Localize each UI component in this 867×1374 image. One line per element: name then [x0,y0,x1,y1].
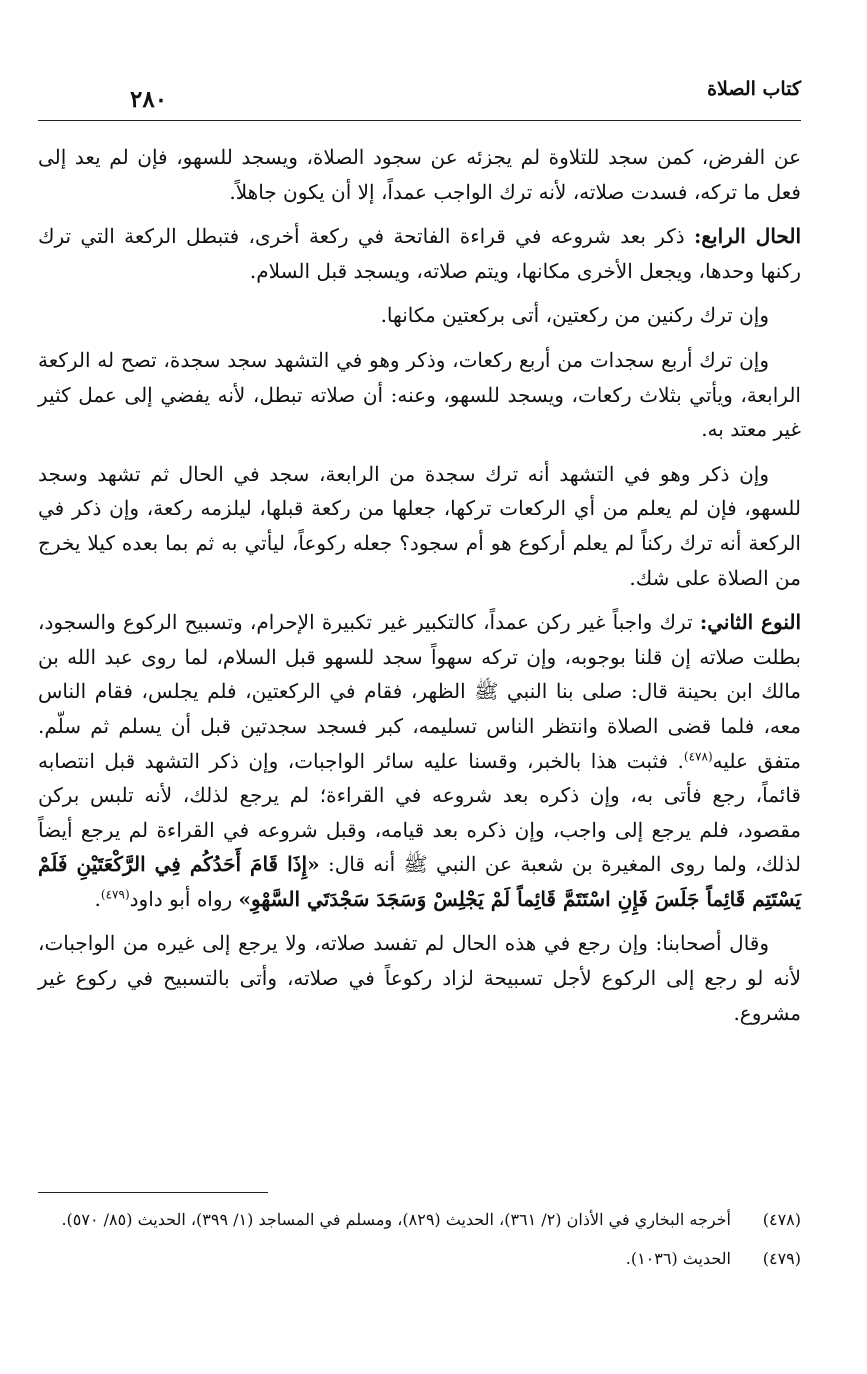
section-heading: الحال الرابع: [694,224,801,249]
paragraph-text: وإن ترك أربع سجدات من أربع ركعات، وذكر وهو في التشهد سجد سجدة، تصح له الركعة الرابعة، ويأتي بثلاث ركعات، ويسجد للسهو، وعنه: أن صلاته تبطل، لأنه يفضي إلى عمل كثير غير معتد به. [38,347,801,442]
page-header [38,78,801,121]
paragraph [38,605,801,916]
paragraph-text: وإن ذكر وهو في التشهد أنه ترك سجدة من الرابعة، سجد في الحال ثم تشهد وسجد للسهو، فإن لم يعلم من أي الركعات تركها، جعلها من ركعة قبلها، ليلزمه ركعة، وإن ذكر في الركعة أنه ترك ركناً لم يعلم أركوع هو أم سجود؟ جعله ركوعاً، ليأتي به ثم بما بعده كيلا يخرج من الصلاة على شك. [38,461,801,590]
section-heading: النوع الثاني: [699,610,802,635]
main-text [38,140,801,1040]
paragraph [38,926,801,1030]
paragraph-text: ذكر بعد شروعه في قراءة الفاتحة في ركعة أخرى، فتبطل الركعة التي ترك ركنها وحدها، ويجعل الأخرى مكانها، ويتم صلاته، ويسجد قبل السلام. [38,224,801,283]
paragraph-text: عن الفرض، كمن سجد للتلاوة لم يجزئه عن سجود الصلاة، ويسجد للسهو، فإن لم يعد إلى فعل ما تركه، فسدت صلاته، لأنه ترك الواجب عمداً، إلا أن يكون جاهلاً. [38,145,801,204]
footnote-ref[interactable]: (٤٧٩) [100,887,130,902]
paragraph-text: . فثبت هذا بالخبر، وقسنا عليه سائر الواجبات، وإن ذكر التشهد قبل انتصابه قائماً، رجع فأتى به، وإن ذكره بعد شروعه في القراءة؛ لم يرجع لذلك، لأنه تلبس بركن مقصود، فلم يرجع إلى واجب، وإن ذكره بعد قيامه، وقبل شروعه في القراءة لم يرجع أيضاً لذلك، ولما روى المغيرة بن شعبة عن النبي ﷺ أنه قال: [38,748,801,877]
book-title: كتاب الصلاة [707,78,801,100]
footnotes [38,1205,801,1283]
footnote-text: أخرجه البخاري في الأذان (٢/ ٣٦١)، الحديث (٨٢٩)، ومسلم في المساجد (١/ ٣٩٩)، الحديث (٨٥/ ٥٧٠). [61,1210,731,1229]
footnote-number: (٤٧٨) [762,1210,801,1229]
paragraph [38,219,801,288]
paragraph [38,343,801,447]
paragraph [38,457,801,595]
footnote [38,1205,801,1234]
footnote-number: (٤٧٩) [762,1249,801,1268]
paragraph-text: وقال أصحابنا: وإن رجع في هذه الحال لم تفسد صلاته، ولا يرجع إلى غيره من الواجبات، لأنه لو رجع إلى الركوع لأجل تسبيحة لزاد ركوعاً في صلاته، وأتى بالتسبيح في ركوع غير مشروع. [38,931,801,1025]
paragraph-text: ترك واجباً غير ركن عمداً، كالتكبير غير تكبيرة الإحرام، وتسبيح الركوع والسجود، بطلت صلاته إن قلنا بوجوبه، وإن تركه سهواً سجد للسهو قبل السلام، لما روى عبد الله بن مالك ابن بحينة قال: صلى بنا النبي ﷺ الظهر، فقام في الركعتين، فلم يجلس، فقام الناس معه، فلما قضى الصلاة وانتظر الناس تسليمه، كبر فسجد سجدتين قبل أن يسلم ثم سلّم. متفق عليه [38,610,801,773]
footnote-ref[interactable]: (٤٧٨) [683,748,713,763]
paragraph-text: رواه أبو داود [129,886,239,911]
paragraph [38,140,801,209]
page-number: ٢٨٠ [130,86,168,113]
paragraph [38,298,801,333]
hadith-quote: «إِذَا قَامَ أَحَدُكُم فِي الرَّكْعَتَيْنِ فَلَمْ يَسْتَتِم قَائِماً جَلَسَ فَإِنِ اسْتَتَمَّ قَائِماً لَمْ يَجْلِسْ وَسَجَدَ سَجْدَتَي السَّهْوِ» [38,852,801,911]
paragraph-text: وإن ترك ركنين من ركعتين، أتى بركعتين مكانها. [380,303,769,328]
paragraph-text: . [94,886,101,911]
footnote [38,1244,801,1273]
footnote-divider [38,1192,268,1193]
footnote-text: الحديث (١٠٣٦). [625,1249,731,1268]
